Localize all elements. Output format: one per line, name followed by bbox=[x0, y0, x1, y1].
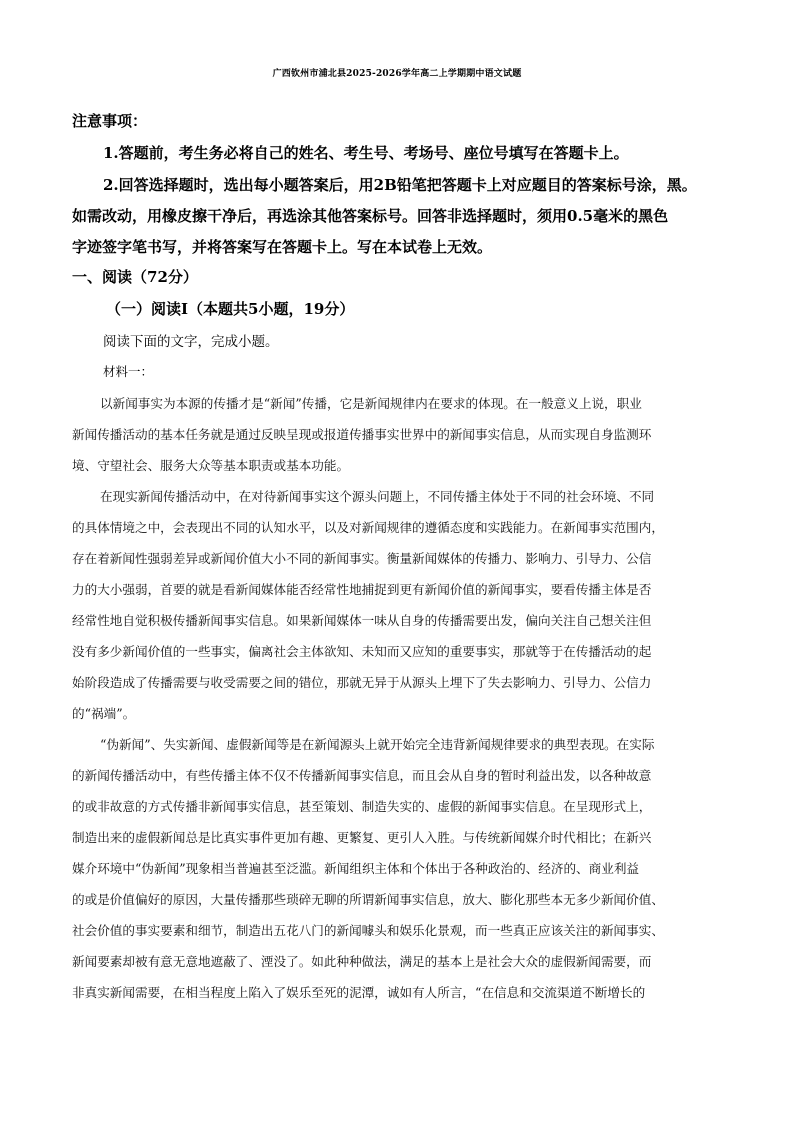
material-label: 材料一： bbox=[103, 365, 154, 379]
passage-line: 存在着新闻性强弱差异或新闻价值大小不同的新闻事实。衡量新闻媒体的传播力、影响力、引导力、公信 bbox=[72, 551, 652, 566]
passage-line: 媒介环境中“伪新闻”现象相当普遍甚至泛滥。新闻组织主体和个体出于各种政治的、经济的、商业利益 bbox=[72, 861, 640, 876]
passage-line: “伪新闻”、失实新闻、虚假新闻等是在新闻源头上就开始完全违背新闻规律要求的典型表现。在实际 bbox=[100, 737, 655, 752]
passage-line: 社会价值的事实要素和细节，制造出五花八门的新闻噱头和娱乐化景观，而一些真正应该关注的新闻事实、 bbox=[72, 923, 664, 938]
reading-instruction: 阅读下面的文字，完成小题。 bbox=[103, 334, 279, 349]
passage-line: 始阶段造成了传播需要与收受需要之间的错位，那就无异于从源头上埋下了失去影响力、引导力、公信力 bbox=[72, 675, 652, 690]
passage-line: 经常性地自觉积极传播新闻事实信息。如果新闻媒体一味从自身的传播需要出发，偏向关注自己想关注但 bbox=[72, 613, 652, 628]
note-line-3: 如需改动，用橡皮擦干净后，再选涂其他答案标号。回答非选择题时，须用0.5毫米的黑色 bbox=[72, 207, 669, 225]
passage-line: 力的大小强弱，首要的就是看新闻媒体能否经常性地捕捉到更有新闻价值的新闻事实，要看传播主体是否 bbox=[72, 582, 652, 597]
note-line-2: 2.回答选择题时，选出每小题答案后，用2B铅笔把答题卡上对应题目的答案标号涂，黑。 bbox=[103, 176, 697, 194]
passage-line: 制造出来的虚假新闻总是比真实事件更加有趣、更繁复、更引人入胜。与传统新闻媒介时代相比；在新兴 bbox=[72, 830, 652, 845]
notes-heading: 注意事项： bbox=[72, 112, 148, 130]
passage-line: 以新闻事实为本源的传播才是“新闻”传播，它是新闻规律内在要求的体现。在一般意义上说，职业 bbox=[100, 396, 642, 411]
passage-line: 新闻要素却被有意无意地遮蔽了、湮没了。如此种种做法，满足的基本上是社会大众的虚假新闻需要，而 bbox=[72, 954, 652, 969]
passage-line: 的或非故意的方式传播非新闻事实信息，甚至策划、制造失实的、虚假的新闻事实信息。在呈现形式上， bbox=[72, 799, 652, 814]
passage-line: 的具体情境之中，会表现出不同的认知水平，以及对新闻规律的遵循态度和实践能力。在新闻事实范围内， bbox=[72, 520, 664, 535]
passage-line: 的新闻传播活动中，有些传播主体不仅不传播新闻事实信息，而且会从自身的暂时利益出发，以各种故意 bbox=[72, 768, 652, 783]
passage-line: 的或是价值偏好的原因，大量传播那些琐碎无聊的所谓新闻事实信息，放大、膨化那些本无多少新闻价值、 bbox=[72, 892, 664, 907]
passage-line: 的“祸端”。 bbox=[72, 706, 136, 721]
passage-line: 新闻传播活动的基本任务就是通过反映呈现或报道传播事实世界中的新闻事实信息，从而实现自身监测环 bbox=[72, 427, 652, 442]
passage-line: 非真实新闻需要，在相当程度上陷入了娱乐至死的泥潭，诚如有人所言，“在信息和交流渠道不断增长的 bbox=[72, 985, 646, 1000]
sub-section-heading: （一）阅读Ⅰ（本题共5小题，19分） bbox=[106, 300, 355, 318]
passage-line: 境、守望社会、服务大众等基本职责或基本功能。 bbox=[72, 458, 350, 473]
note-line-1: 1.答题前，考生务必将自己的姓名、考生号、考场号、座位号填写在答题卡上。 bbox=[103, 144, 629, 162]
section-heading: 一、阅读（72分） bbox=[72, 268, 198, 286]
page-title: 广西钦州市浦北县2025-2026学年高二上学期期中语文试题 bbox=[272, 69, 522, 79]
note-line-4: 字迹签字笔书写，并将答案写在答题卡上。写在本试卷上无效。 bbox=[72, 238, 493, 256]
passage-line: 没有多少新闻价值的一些事实，偏离社会主体欲知、未知而又应知的重要事实，那就等于在传播活动的起 bbox=[72, 644, 652, 659]
passage-line: 在现实新闻传播活动中，在对待新闻事实这个源头问题上，不同传播主体处于不同的社会环境、不同 bbox=[100, 489, 655, 504]
